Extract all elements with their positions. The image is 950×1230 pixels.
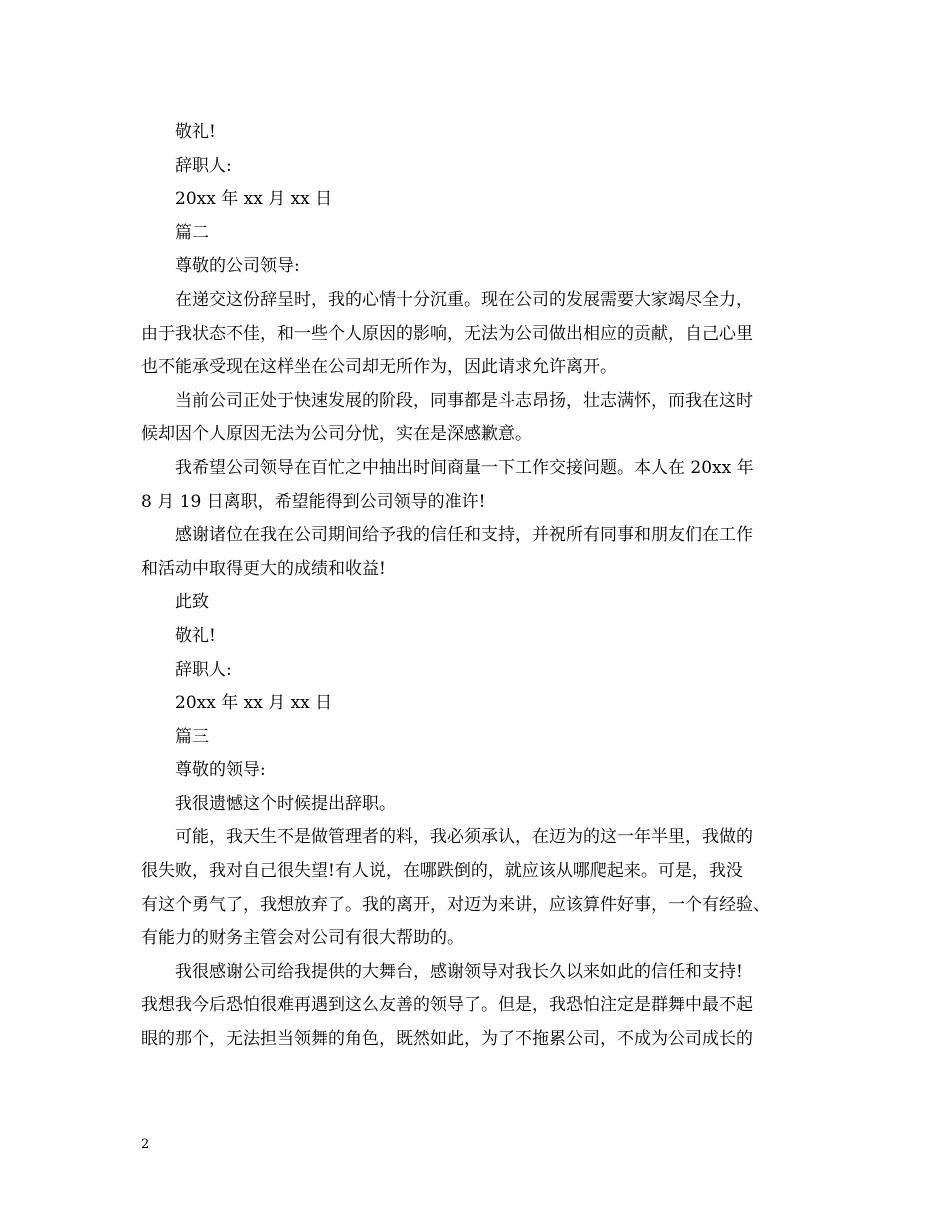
text-line: 尊敬的领导: bbox=[175, 760, 266, 781]
text-line: 眼的那个，无法担当领舞的角色，既然如此，为了不拖累公司，不成为公司成长的 bbox=[141, 1029, 753, 1050]
text-line: 我想我今后恐怕很难再遇到这么友善的领导了。但是，我恐怕注定是群舞中最不起 bbox=[141, 995, 753, 1016]
text-line: 可能，我天生不是做管理者的料，我必须承认，在迈为的这一年半里，我做的 bbox=[175, 827, 753, 848]
text-line: 敬礼! bbox=[175, 625, 216, 646]
text-line: 篇二 bbox=[175, 222, 209, 243]
text-line: 此致 bbox=[175, 592, 209, 613]
text-line: 有能力的财务主管会对公司有很大帮助的。 bbox=[141, 928, 464, 949]
text-line: 候却因个人原因无法为公司分忧，实在是深感歉意。 bbox=[141, 424, 532, 445]
text-line: 20xx 年 xx 月 xx 日 bbox=[175, 693, 333, 714]
text-line: 在递交这份辞呈时，我的心情十分沉重。现在公司的发展需要大家竭尽全力， bbox=[175, 289, 753, 310]
text-line: 敬礼! bbox=[175, 122, 216, 142]
text-line: 尊敬的公司领导: bbox=[175, 256, 300, 277]
text-line: 我很感谢公司给我提供的大舞台，感谢领导对我长久以来如此的信任和支持! bbox=[175, 961, 743, 982]
text-line: 由于我状态不佳，和一些个人原因的影响，无法为公司做出相应的贡献，自己心里 bbox=[141, 323, 753, 344]
text-line: 有这个勇气了，我想放弃了。我的离开，对迈为来讲，应该算件好事，一个有经验、 bbox=[141, 894, 770, 915]
text-line: 辞职人: bbox=[175, 659, 232, 680]
text-line: 和活动中取得更大的成绩和收益! bbox=[141, 558, 386, 579]
text-line: 也不能承受现在这样坐在公司却无所作为，因此请求允许离开。 bbox=[141, 357, 617, 378]
page-number: 2 bbox=[141, 1137, 150, 1152]
text-line: 8 月 19 日离职，希望能得到公司领导的准许! bbox=[141, 491, 486, 512]
text-line: 我希望公司领导在百忙之中抽出时间商量一下工作交接问题。本人在 20xx 年 bbox=[175, 457, 754, 478]
text-line: 篇三 bbox=[175, 726, 209, 747]
document-body bbox=[141, 116, 813, 1057]
text-line: 很失败，我对自己很失望!有人说，在哪跌倒的，就应该从哪爬起来。可是，我没 bbox=[141, 861, 743, 882]
text-line: 20xx 年 xx 月 xx 日 bbox=[175, 189, 333, 210]
text-line: 辞职人: bbox=[175, 155, 232, 176]
text-line: 感谢诸位在我在公司期间给予我的信任和支持，并祝所有同事和朋友们在工作 bbox=[175, 525, 753, 546]
text-line: 当前公司正处于快速发展的阶段，同事都是斗志昂扬，壮志满怀，而我在这时 bbox=[175, 390, 753, 411]
text-line: 我很遗憾这个时候提出辞职。 bbox=[175, 793, 396, 814]
